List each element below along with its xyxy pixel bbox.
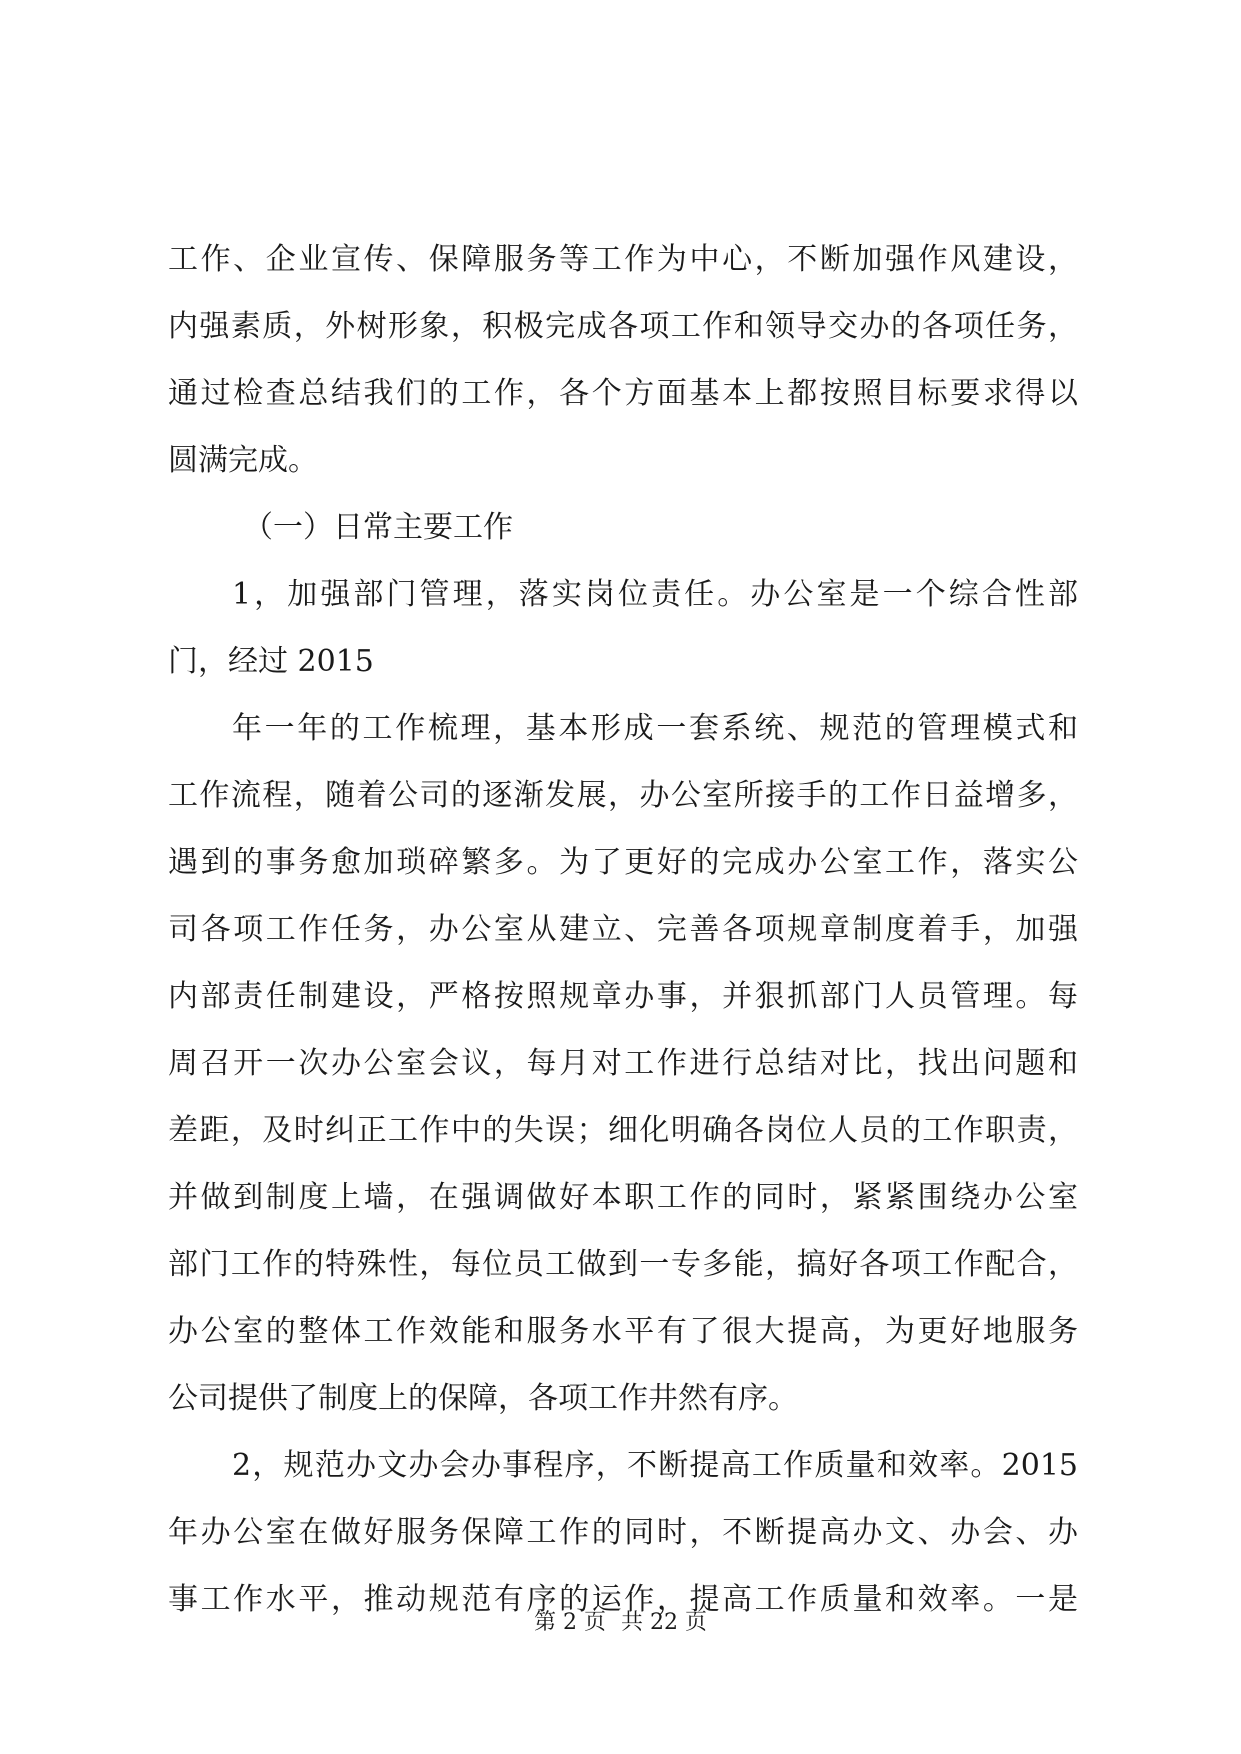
page-footer	[0, 1608, 1241, 1638]
text-line: 并做到制度上墙，在强调做好本职工作的同时，紧紧围绕办公室	[168, 1180, 1078, 1215]
text-line: 司各项工作任务，办公室从建立、完善各项规章制度着手，加强	[168, 912, 1078, 947]
text-line: 内强素质，外树形象，积极完成各项工作和领导交办的各项任务，	[168, 309, 1078, 344]
text-line: 圆满完成。	[168, 443, 318, 478]
text-line: 公司提供了制度上的保障，各项工作井然有序。	[168, 1381, 798, 1416]
text-line: 遇到的事务愈加琐碎繁多。为了更好的完成办公室工作，落实公	[168, 845, 1078, 880]
section-heading: （一）日常主要工作	[243, 510, 513, 545]
text-line: 周召开一次办公室会议，每月对工作进行总结对比，找出问题和	[168, 1046, 1078, 1081]
text-line: 事工作水平，推动规范有序的运作，提高工作质量和效率。一是	[168, 1582, 1078, 1617]
text-line: 工作流程，随着公司的逐渐发展，办公室所接手的工作日益增多，	[168, 778, 1078, 813]
text-line: 年一年的工作梳理，基本形成一套系统、规范的管理模式和	[232, 711, 1078, 746]
text-line: 年办公室在做好服务保障工作的同时，不断提高办文、办会、办	[168, 1515, 1078, 1550]
body-text	[168, 226, 1078, 1633]
text-line: 门，经过 2015	[168, 644, 374, 679]
page-total: 共 22 页	[621, 1610, 707, 1635]
text-line: 部门工作的特殊性，每位员工做到一专多能，搞好各项工作配合，	[168, 1247, 1078, 1282]
text-line: 差距，及时纠正工作中的失误；细化明确各岗位人员的工作职责，	[168, 1113, 1078, 1148]
text-line: 1，加强部门管理，落实岗位责任。办公室是一个综合性部	[232, 577, 1078, 612]
text-line: 办公室的整体工作效能和服务水平有了很大提高，为更好地服务	[168, 1314, 1078, 1349]
text-line: 内部责任制建设，严格按照规章办事，并狠抓部门人员管理。每	[168, 979, 1078, 1014]
page-number: 第 2 页	[534, 1610, 606, 1635]
text-line: 工作、企业宣传、保障服务等工作为中心，不断加强作风建设，	[168, 242, 1078, 277]
text-line: 通过检查总结我们的工作，各个方面基本上都按照目标要求得以	[168, 376, 1078, 411]
text-line: 2，规范办文办会办事程序，不断提高工作质量和效率。2015	[232, 1448, 1078, 1483]
